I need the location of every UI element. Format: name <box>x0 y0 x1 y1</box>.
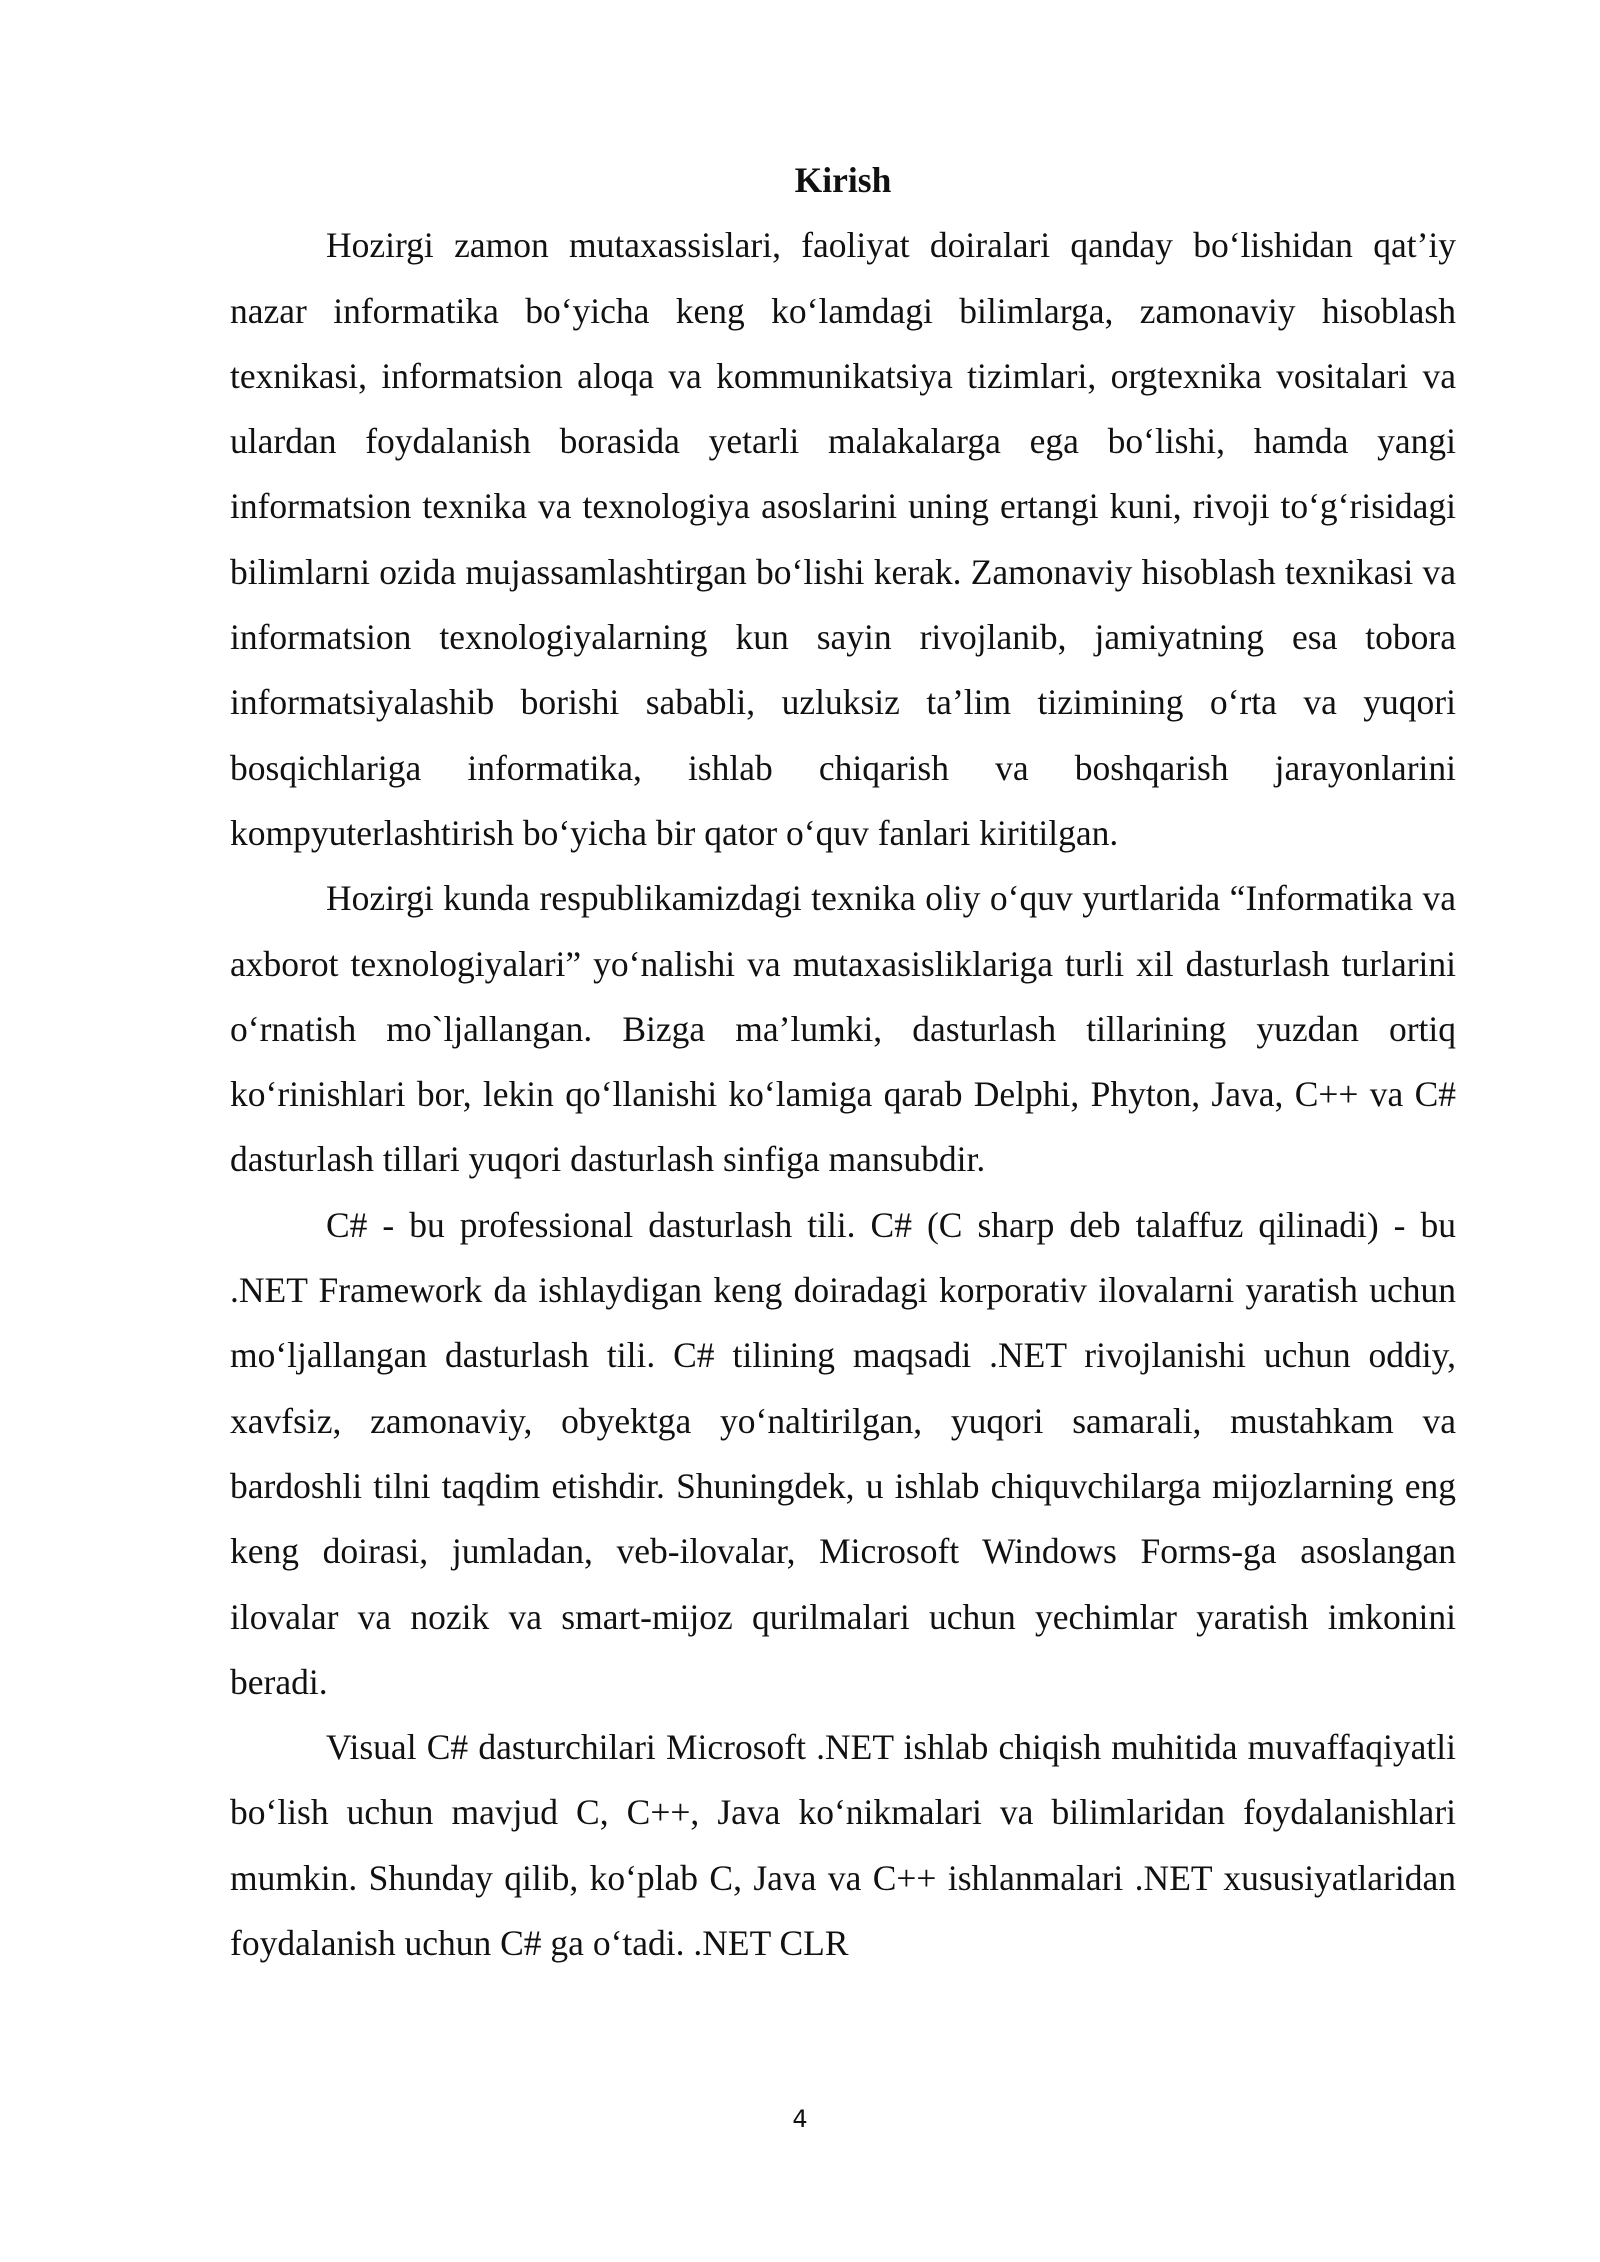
page-title: Kirish <box>794 160 892 200</box>
document-body <box>230 148 1456 1976</box>
paragraph-csharp: C# - bu professional dasturlash tili. C# (C sharp deb talaffuz qilinadi) - bu .NET Framework da ishlaydigan keng doiradagi korporativ ilovalarni yaratish uchun mo‘ljallangan dasturlash tili. C# tilining maqsadi .NET rivojlanishi uchun oddiy, xavfsiz, zamonaviy, obyektga yo‘naltirilgan, yuqori samarali, mustahkam va bardoshli tilni taqdim etishdir. Shuningdek, u ishlab chiquvchilarga mijozlarning eng keng doirasi, jumladan, veb-ilovalar, Microsoft Windows Forms-ga asoslangan ilovalar va nozik va smart-mijoz qurilmalari uchun yechimlar yaratish imkonini beradi. <box>230 1204 1456 1702</box>
paragraph-intro: Hozirgi zamon mutaxassislari, faoliyat doiralari qanday bo‘lishidan qat’iy nazar informatika bo‘yicha keng ko‘lamdagi bilimlarga, zamonaviy hisoblash texnikasi, informatsion aloqa va kommunikatsiya tizimlari, orgtexnika vositalari va ulardan foydalanish borasida yetarli malakalarga ega bo‘lishi, hamda yangi informatsion texnika va texnologiya asoslarini uning ertangi kuni, rivoji to‘g‘risidagi bilimlarni ozida mujassamlashtirgan bo‘lishi kerak. Zamonaviy hisoblash texnikasi va informatsion texnologiyalarning kun sayin rivojlanib, jamiyatning esa tobora informatsiyalashib borishi sababli, uzluksiz ta’lim tizimining o‘rta va yuqori bosqichlariga informatika, ishlab chiqarish va boshqarish jarayonlarini kompyuterlashtirish bo‘yicha bir qator o‘quv fanlari kiritilgan. <box>230 225 1456 853</box>
paragraph-programming-languages: Hozirgi kunda respublikamizdagi texnika oliy o‘quv yurtlarida “Informatika va axborot texnologiyalari” yo‘nalishi va mutaxasisliklariga turli xil dasturlash turlarini o‘rnatish mo`ljallangan. Bizga ma’lumki, dasturlash tillarining yuzdan ortiq ko‘rinishlari bor, lekin qo‘llanishi ko‘lamiga qarab Delphi, Phyton, Java, C++ va C# dasturlash tillari yuqori dasturlash sinfiga mansubdir. <box>230 878 1456 1180</box>
page-number: 4 <box>792 2105 808 2133</box>
paragraph-visual-csharp: Visual C# dasturchilari Microsoft .NET ishlab chiqish muhitida muvaffaqiyatli bo‘lish uchun mavjud C, C++, Java ko‘nikmalari va bilimlaridan foydalanishlari mumkin. Shunday qilib, ko‘plab C, Java va C++ ishlanmalari .NET xususiyatlaridan foydalanish uchun C# ga o‘tadi. .NET CLR <box>230 1727 1456 1964</box>
